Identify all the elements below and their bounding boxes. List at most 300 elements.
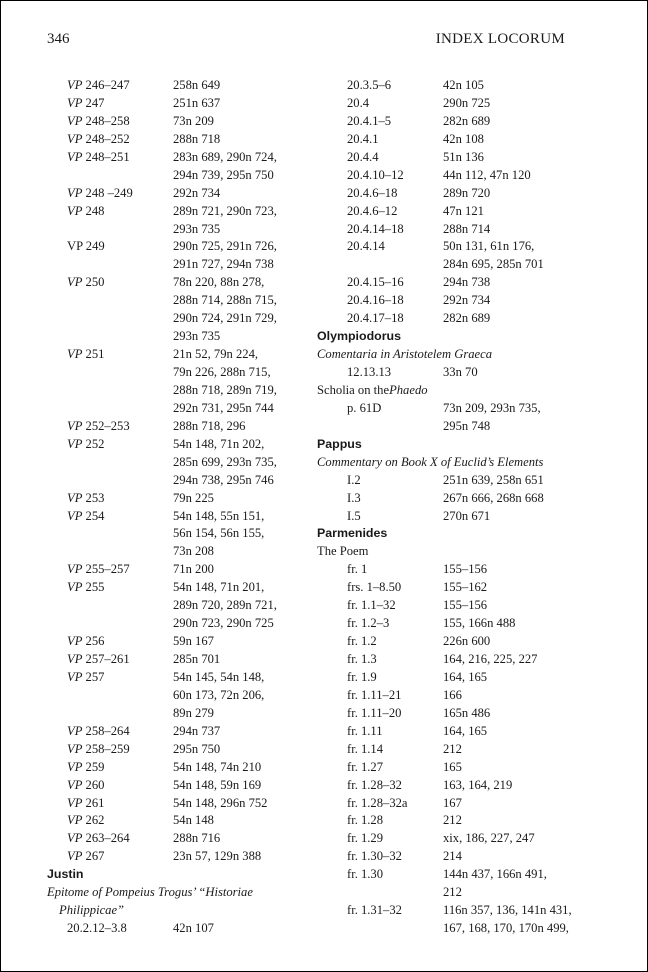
index-entry (47, 525, 309, 543)
entry-pages: 23n 57, 129n 388 (173, 849, 262, 864)
index-entry (47, 669, 309, 687)
entry-ref-italic: VP (67, 203, 83, 218)
index-entry (47, 759, 309, 777)
entry-ref-text: 246–247 (82, 78, 130, 92)
index-entry (317, 185, 579, 203)
index-entry (47, 561, 309, 579)
entry-ref (47, 436, 173, 454)
index-entry (317, 759, 579, 777)
entry-ref (317, 274, 443, 292)
entry-ref (317, 149, 443, 167)
entry-pages: 288n 718 (173, 131, 221, 146)
entry-pages: 288n 714 (443, 221, 491, 236)
entry-pages: 144n 437, 166n 491, (443, 867, 547, 882)
entry-ref-text: fr. 1.27 (347, 759, 384, 774)
entry-ref-italic: VP (67, 131, 83, 146)
entry-ref (317, 579, 443, 597)
entry-ref (317, 167, 443, 185)
entry-pages: 155–156 (443, 598, 488, 613)
page-number: 346 (47, 31, 70, 47)
entry-pages: 258n 649 (173, 78, 221, 92)
entry-pages: 78n 220, 88n 278, (173, 275, 265, 290)
entry-ref-italic: VP (67, 508, 83, 523)
entry-pages: 73n 209, 293n 735, (443, 400, 541, 415)
index-entry (317, 687, 579, 705)
index-entry (317, 848, 579, 866)
entry-ref (47, 256, 173, 274)
entry-pages: 165n 486 (443, 705, 491, 720)
entry-ref (47, 830, 173, 848)
entry-pages: 167, 168, 170, 170n 499, (443, 921, 569, 936)
entry-pages: 73n 208 (173, 544, 214, 559)
index-entry (47, 651, 309, 669)
index-entry (47, 848, 309, 866)
entry-ref-text: 252 (82, 436, 105, 451)
index-entry (317, 131, 579, 149)
index-entry (47, 597, 309, 615)
entry-pages: 165 (443, 759, 462, 774)
entry-ref: p. 61D (347, 400, 382, 415)
work-title-scholia (317, 382, 579, 400)
running-title: INDEX LOCORUM (435, 31, 565, 47)
entry-pages: 294n 738, 295n 746 (173, 472, 274, 487)
entry-pages: 226n 600 (443, 634, 491, 649)
entry-ref (317, 418, 443, 436)
entry-ref (317, 812, 443, 830)
entry-pages: 267n 666, 268n 668 (443, 490, 544, 505)
entry-ref (317, 723, 443, 741)
entry-ref (47, 795, 173, 813)
entry-pages: 116n 357, 136, 141n 431, (443, 903, 572, 918)
entry-ref (47, 687, 173, 705)
entry-ref (317, 795, 443, 813)
entry-pages: 79n 226, 288n 715, (173, 365, 271, 379)
entry-ref-text: VP 249 (67, 239, 105, 254)
index-entry (47, 77, 309, 95)
entry-ref-italic: VP (67, 78, 83, 92)
entry-ref (317, 310, 443, 328)
entry-ref (47, 525, 173, 543)
entry-pages: 89n 279 (173, 705, 214, 720)
entry-pages: 285n 701 (173, 652, 221, 666)
work-title-justin: Epitome of Pompeius Trogus’ “Historiae (47, 885, 253, 900)
entry-pages: 270n 671 (443, 508, 491, 523)
entry-ref-text: 259 (82, 759, 105, 774)
index-entry (47, 221, 309, 239)
index-entry (317, 920, 579, 938)
entry-ref-text: fr. 1.29 (347, 831, 384, 846)
entry-ref (47, 508, 173, 526)
entry-ref-text: fr. 1.2 (347, 634, 377, 649)
entry-ref: 12.13.13 (347, 365, 392, 379)
index-entry (317, 508, 579, 526)
index-entry (317, 256, 579, 274)
entry-ref (47, 759, 173, 777)
entry-pages: 288n 714, 288n 715, (173, 293, 277, 308)
entry-ref-text: 20.4.4 (347, 149, 379, 164)
index-entry (47, 292, 309, 310)
entry-pages: 54n 148 (173, 813, 214, 828)
entry-ref (47, 490, 173, 508)
entry-ref-italic: VP (67, 113, 83, 128)
entry-pages: 288n 718, 296 (173, 418, 246, 433)
entry-ref-text: 262 (82, 813, 105, 828)
entry-ref (317, 77, 443, 95)
left-entries (47, 77, 309, 866)
entry-ref (47, 472, 173, 490)
entry-pages: 155–156 (443, 562, 488, 577)
entry-pages: 59n 167 (173, 634, 214, 649)
entry-ref (47, 651, 173, 669)
entry-ref-italic: VP (67, 831, 83, 846)
entry-pages: 21n 52, 79n 224, (173, 347, 259, 362)
entry-ref (317, 848, 443, 866)
index-entry (47, 328, 309, 346)
entry-ref-text: fr. 1.11–20 (347, 705, 402, 720)
justin-continued-entries (317, 77, 579, 328)
entry-ref (47, 543, 173, 561)
work-title-italic: Phaedo (389, 382, 428, 397)
entry-pages: 54n 148, 59n 169 (173, 777, 262, 792)
index-entry (47, 812, 309, 830)
entry-ref (317, 902, 443, 920)
entry-pages: 290n 725 (443, 95, 491, 110)
entry-ref (317, 669, 443, 687)
entry-pages: 292n 734 (173, 185, 221, 200)
entry-pages: 294n 738 (443, 275, 491, 290)
entry-ref (47, 705, 173, 723)
entry-ref-italic: VP (67, 418, 83, 433)
author-heading-pappus: Pappus (317, 436, 362, 451)
entry-pages: 295n 750 (173, 741, 221, 756)
entry-ref (47, 131, 173, 149)
entry-ref-text: 250 (82, 275, 105, 290)
work-title-olympiodorus: Comentaria in Aristotelem Graeca (317, 347, 493, 362)
entry-ref (317, 203, 443, 221)
index-entry (317, 902, 579, 920)
index-entry (317, 95, 579, 113)
entry-ref-text: 20.4.14–18 (347, 221, 404, 236)
entry-ref-text: 255–257 (82, 562, 130, 577)
entry-ref-text: 248 –249 (82, 185, 133, 200)
entry-ref-text: 20.4.1–5 (347, 113, 392, 128)
index-entry (317, 149, 579, 167)
entry-ref (317, 113, 443, 131)
entry-ref-text: fr. 1.30 (347, 867, 384, 882)
entry-pages: 60n 173, 72n 206, (173, 687, 265, 702)
entry-ref-text: 20.4.16–18 (347, 293, 404, 308)
entry-ref-text: 20.4.6–12 (347, 203, 398, 218)
entry-pages: 33n 70 (443, 365, 478, 379)
entry-pages: 214 (443, 849, 462, 864)
entry-pages: 155–162 (443, 580, 488, 595)
entry-pages: 163, 164, 219 (443, 777, 513, 792)
entry-pages: 212 (443, 885, 462, 900)
index-entry (317, 812, 579, 830)
index-entry (47, 364, 309, 382)
index-entry (317, 77, 579, 95)
index-entry (317, 615, 579, 633)
index-entry (47, 705, 309, 723)
entry-pages: 292n 734 (443, 293, 491, 308)
entry-pages: 155, 166n 488 (443, 616, 516, 631)
entry-ref-italic: VP (67, 490, 83, 505)
entry-ref (47, 292, 173, 310)
index-entry (47, 436, 309, 454)
index-entry (47, 472, 309, 490)
entry-ref-text: fr. 1.28–32a (347, 795, 408, 810)
entry-ref-text: 20.4.1 (347, 131, 379, 146)
index-entry (47, 633, 309, 651)
entry-pages: 294n 739, 295n 750 (173, 167, 274, 182)
entry-ref (47, 615, 173, 633)
entry-ref (47, 238, 173, 256)
entry-pages: 54n 148, 74n 210 (173, 759, 262, 774)
index-entry (317, 113, 579, 131)
index-entry (317, 651, 579, 669)
entry-ref-italic: VP (67, 347, 83, 362)
entry-pages: 71n 200 (173, 562, 214, 577)
index-entry (317, 238, 579, 256)
entry-pages: 56n 154, 56n 155, (173, 526, 265, 541)
index-entry (47, 723, 309, 741)
index-column-left (47, 77, 309, 938)
entry-pages: 54n 148, 296n 752 (173, 795, 268, 810)
entry-ref (47, 364, 173, 382)
index-entry (47, 185, 309, 203)
entry-pages: 288n 716 (173, 831, 221, 846)
entry-pages: 42n 105 (443, 78, 484, 92)
entry-ref-text: fr. 1.14 (347, 741, 384, 756)
entry-ref-text: 261 (82, 795, 105, 810)
entry-pages: 283n 689, 290n 724, (173, 149, 277, 164)
entry-ref-text: I.3 (347, 490, 361, 505)
entry-ref (317, 830, 443, 848)
entry-pages: 284n 695, 285n 701 (443, 257, 544, 272)
index-entry (317, 866, 579, 884)
entry-ref-text: fr. 1.28–32 (347, 777, 402, 792)
index-entry (47, 346, 309, 364)
index-entry (47, 920, 309, 938)
entry-ref-italic: VP (67, 723, 83, 738)
entry-ref (317, 759, 443, 777)
entry-ref-text: 248 (82, 203, 105, 218)
entry-ref-italic: VP (67, 777, 83, 792)
entry-pages: xix, 186, 227, 247 (443, 831, 535, 846)
index-entry (47, 203, 309, 221)
author-heading-justin: Justin (47, 867, 84, 882)
index-entry (47, 454, 309, 472)
entry-ref (317, 651, 443, 669)
entry-ref (47, 77, 173, 95)
entry-pages: 294n 737 (173, 723, 221, 738)
entry-ref (47, 597, 173, 615)
entry-ref (47, 274, 173, 292)
entry-pages: 293n 735 (173, 329, 221, 344)
entry-pages: 44n 112, 47n 120 (443, 167, 531, 182)
entry-ref-italic: VP (67, 580, 83, 595)
index-entry-continuation (317, 418, 579, 436)
index-entry (317, 830, 579, 848)
entry-pages: 164, 165 (443, 669, 488, 684)
entry-ref-text: 20.4 (347, 95, 370, 110)
index-entry (47, 741, 309, 759)
entry-ref-text: 248–252 (82, 131, 130, 146)
index-entry (317, 400, 579, 418)
index-entry (47, 508, 309, 526)
entry-ref (317, 292, 443, 310)
entry-pages: 42n 108 (443, 131, 484, 146)
author-heading-olympiodorus: Olympiodorus (317, 329, 401, 344)
index-entry (47, 382, 309, 400)
entry-ref (317, 633, 443, 651)
entry-pages: 212 (443, 741, 462, 756)
entry-ref-text: 267 (82, 849, 105, 864)
entry-ref-italic: VP (67, 741, 83, 756)
entry-ref (317, 221, 443, 239)
entry-ref-italic: VP (67, 185, 83, 200)
entry-ref (47, 777, 173, 795)
entry-ref (47, 848, 173, 866)
entry-ref-text: fr. 1.11 (347, 723, 383, 738)
entry-ref (317, 508, 443, 526)
entry-ref-text: fr. 1.30–32 (347, 849, 402, 864)
entry-ref (317, 687, 443, 705)
entry-pages: 47n 121 (443, 203, 484, 218)
index-entry (317, 777, 579, 795)
entry-ref-text: 255 (82, 580, 105, 595)
entry-pages: 289n 721, 290n 723, (173, 203, 277, 218)
entry-ref-text: fr. 1.11–21 (347, 687, 402, 702)
entry-ref-text: 257–261 (82, 652, 130, 666)
index-entry (317, 579, 579, 597)
entry-ref-italic: VP (67, 652, 83, 666)
entry-ref (317, 705, 443, 723)
index-entry (47, 131, 309, 149)
entry-ref (47, 346, 173, 364)
entry-ref (317, 777, 443, 795)
work-title-parmenides: The Poem (317, 544, 369, 559)
entry-ref-text: 258–259 (82, 741, 130, 756)
entry-pages: 290n 723, 290n 725 (173, 616, 274, 631)
index-entry (317, 669, 579, 687)
entry-ref-text: 257 (82, 669, 105, 684)
entry-ref-italic: VP (67, 849, 83, 864)
index-column-right (317, 77, 579, 938)
entry-ref (47, 149, 173, 167)
entry-ref-text: fr. 1.3 (347, 652, 377, 666)
index-entry (47, 490, 309, 508)
index-entry (47, 830, 309, 848)
entry-pages: 289n 720 (443, 185, 491, 200)
index-entry (47, 418, 309, 436)
index-entry (47, 149, 309, 167)
entry-ref (47, 95, 173, 113)
entry-ref-italic: VP (67, 813, 83, 828)
entry-ref-text: fr. 1.2–3 (347, 616, 390, 631)
entry-pages: 295n 748 (443, 418, 491, 433)
entry-ref-text: 251 (82, 347, 105, 362)
index-entry (47, 274, 309, 292)
entry-ref-italic: VP (67, 795, 83, 810)
entry-ref-text: fr. 1.9 (347, 669, 377, 684)
entry-pages: 166 (443, 687, 462, 702)
index-entry (317, 364, 579, 382)
index-entry (317, 723, 579, 741)
entry-ref-text: I.2 (347, 472, 361, 487)
entry-ref-text: fr. 1.1–32 (347, 598, 396, 613)
index-entry (47, 167, 309, 185)
entry-ref-italic: VP (67, 562, 83, 577)
entry-ref (47, 221, 173, 239)
entry-pages: 167 (443, 795, 462, 810)
entry-ref (317, 884, 443, 902)
entry-ref (317, 472, 443, 490)
entry-pages: 164, 165 (443, 723, 488, 738)
index-entry (317, 884, 579, 902)
entry-pages: 290n 724, 291n 729, (173, 311, 277, 326)
index-entry (47, 795, 309, 813)
index-entry (317, 274, 579, 292)
entry-pages: 282n 689 (443, 311, 491, 326)
entry-ref-text: 247 (82, 95, 105, 110)
entry-ref-text: 252–253 (82, 418, 130, 433)
entry-pages: 282n 689 (443, 113, 491, 128)
index-entry (47, 543, 309, 561)
entry-ref (47, 561, 173, 579)
entry-ref (317, 597, 443, 615)
entry-pages: 289n 720, 289n 721, (173, 598, 277, 613)
index-entry (317, 310, 579, 328)
entry-ref-text: 20.4.6–18 (347, 185, 398, 200)
entry-pages: 212 (443, 813, 462, 828)
entry-ref-text: fr. 1.31–32 (347, 903, 402, 918)
entry-ref (317, 490, 443, 508)
index-entry (317, 561, 579, 579)
index-entry (47, 687, 309, 705)
work-title-prefix: Scholia on the (317, 382, 390, 397)
index-entry (317, 597, 579, 615)
index-entry (47, 579, 309, 597)
entry-ref (47, 741, 173, 759)
entry-pages: 50n 131, 61n 176, (443, 239, 535, 254)
entry-ref (47, 203, 173, 221)
entry-pages: 288n 718, 289n 719, (173, 382, 277, 397)
entry-ref-text: 20.3.5–6 (347, 78, 392, 92)
entry-ref (317, 95, 443, 113)
entry-ref (317, 185, 443, 203)
entry-pages: 292n 731, 295n 744 (173, 400, 274, 415)
entry-ref (317, 131, 443, 149)
entry-pages: 42n 107 (173, 921, 214, 936)
entry-ref-text: 258–264 (82, 723, 130, 738)
entry-pages: 293n 735 (173, 221, 221, 236)
entry-ref (47, 633, 173, 651)
parmenides-entries (317, 561, 579, 938)
index-entry (317, 705, 579, 723)
entry-ref-italic: VP (67, 275, 83, 290)
entry-ref-italic: VP (67, 759, 83, 774)
entry-ref-text: 248–251 (82, 149, 130, 164)
entry-pages: 291n 727, 294n 738 (173, 257, 274, 272)
index-entry (317, 741, 579, 759)
entry-ref-italic: VP (67, 669, 83, 684)
entry-ref-text: 254 (82, 508, 105, 523)
work-title-justin-cont: Philippicae” (59, 903, 125, 918)
entry-ref-text: fr. 1 (347, 562, 368, 577)
entry-ref (47, 418, 173, 436)
index-entry (47, 256, 309, 274)
